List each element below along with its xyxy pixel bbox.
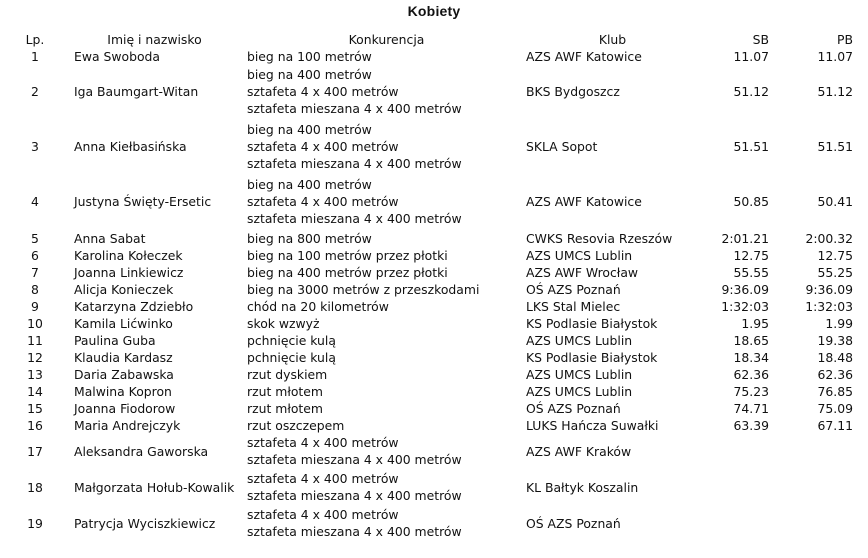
row-club: KL Bałtyk Koszalin: [526, 479, 639, 495]
row-club: LUKS Hańcza Suwałki: [526, 418, 659, 433]
event-line: sztafeta 4 x 400 metrów: [247, 435, 399, 450]
row-pb: 55.25: [817, 265, 853, 280]
row-pb: 67.11: [817, 418, 853, 433]
row-pb: 62.36: [817, 367, 853, 382]
table-row: [8, 315, 853, 332]
row-pb: 76.85: [817, 384, 853, 399]
row-events: [247, 175, 526, 230]
row-pb: 1:32:03: [805, 299, 853, 314]
row-sb: 12.75: [733, 248, 769, 263]
table-row: [8, 65, 853, 120]
row-club: AZS AWF Katowice: [526, 194, 642, 209]
event-line: sztafeta 4 x 400 metrów: [247, 194, 399, 209]
row-lp: 16: [27, 418, 43, 433]
row-pb: 12.75: [817, 248, 853, 263]
row-sb: 63.39: [733, 418, 769, 433]
row-club: AZS AWF Kraków: [526, 443, 632, 459]
table-row: [8, 400, 853, 417]
row-sb: [699, 470, 769, 506]
row-events: [247, 506, 526, 542]
row-name: Małgorzata Hołub-Kowalik: [74, 479, 235, 495]
row-events: [247, 48, 526, 65]
table-row: [8, 470, 853, 506]
row-lp: 2: [31, 84, 39, 99]
row-club: KS Podlasie Białystok: [526, 350, 658, 365]
row-club: OŚ AZS Poznań: [526, 282, 621, 297]
event-line: sztafeta mieszana 4 x 400 metrów: [247, 156, 462, 171]
row-sb: 18.34: [733, 350, 769, 365]
header-name: Imię i nazwisko: [107, 32, 202, 47]
event-line: skok wzwyż: [247, 316, 320, 331]
row-lp: 8: [31, 282, 39, 297]
event-line: bieg na 100 metrów przez płotki: [247, 248, 448, 263]
row-sb: 75.23: [733, 384, 769, 399]
row-club: OŚ AZS Poznań: [526, 401, 621, 416]
row-sb: 55.55: [733, 265, 769, 280]
row-lp: 6: [31, 248, 39, 263]
row-lp: 7: [31, 265, 39, 280]
row-events: [247, 400, 526, 417]
row-lp: 9: [31, 299, 39, 314]
row-sb: 50.85: [733, 194, 769, 209]
row-name: Iga Baumgart-Witan: [74, 84, 199, 99]
event-line: bieg na 100 metrów: [247, 49, 372, 64]
table-row: [8, 434, 853, 470]
row-sb: 1.95: [741, 316, 769, 331]
table-row: [8, 230, 853, 247]
row-name: Anna Kiełbasińska: [74, 139, 187, 154]
header-club: Klub: [598, 32, 627, 47]
row-pb: 19.38: [817, 333, 853, 348]
row-name: Daria Zabawska: [74, 367, 174, 382]
row-sb: 1:32:03: [721, 299, 769, 314]
row-events: [247, 470, 526, 506]
row-name: Ewa Swoboda: [74, 49, 160, 64]
table-row: [8, 417, 853, 434]
row-name: Patrycja Wyciszkiewicz: [74, 515, 216, 531]
row-name: Aleksandra Gaworska: [74, 443, 209, 459]
event-line: rzut młotem: [247, 401, 323, 416]
row-club: SKLA Sopot: [526, 139, 598, 154]
header-lp: Lp.: [25, 32, 45, 47]
row-name: Paulina Guba: [74, 333, 156, 348]
event-line: pchnięcie kulą: [247, 333, 336, 348]
row-name: Karolina Kołeczek: [74, 248, 183, 263]
row-pb: 11.07: [817, 49, 853, 64]
row-club: OŚ AZS Poznań: [526, 515, 621, 531]
row-pb: [769, 470, 853, 506]
table-row: [8, 247, 853, 264]
table-body: [8, 48, 853, 542]
event-line: sztafeta 4 x 400 metrów: [247, 471, 399, 486]
row-lp: 11: [27, 333, 43, 348]
event-line: sztafeta 4 x 400 metrów: [247, 84, 399, 99]
row-club: AZS UMCS Lublin: [526, 333, 633, 348]
table-header-row: [8, 31, 853, 48]
header-pb: PB: [837, 32, 853, 47]
row-club: AZS AWF Wrocław: [526, 265, 639, 280]
event-line: sztafeta mieszana 4 x 400 metrów: [247, 101, 462, 116]
row-club: BKS Bydgoszcz: [526, 84, 620, 99]
row-pb: 51.51: [817, 139, 853, 154]
row-name: Katarzyna Zdziebło: [74, 299, 194, 314]
row-name: Joanna Fiodorow: [74, 401, 176, 416]
row-name: Klaudia Kardasz: [74, 350, 173, 365]
row-pb: [769, 434, 853, 470]
table-row: [8, 281, 853, 298]
row-lp: 10: [27, 316, 43, 331]
row-lp: 19: [27, 515, 43, 531]
row-sb: [699, 506, 769, 542]
event-line: sztafeta 4 x 400 metrów: [247, 507, 399, 522]
table-row: [8, 366, 853, 383]
row-sb: 51.12: [733, 84, 769, 99]
event-line: sztafeta 4 x 400 metrów: [247, 139, 399, 154]
row-name: Maria Andrejczyk: [74, 418, 181, 433]
row-club: AZS UMCS Lublin: [526, 367, 633, 382]
row-club: AZS UMCS Lublin: [526, 384, 633, 399]
row-lp: 4: [31, 194, 39, 209]
table-row: [8, 349, 853, 366]
row-name: Malwina Kopron: [74, 384, 172, 399]
row-events: [247, 315, 526, 332]
event-line: rzut oszczepem: [247, 418, 345, 433]
row-events: [247, 120, 526, 175]
table-row: [8, 332, 853, 349]
row-events: [247, 65, 526, 120]
row-name: Justyna Święty-Ersetic: [74, 194, 212, 209]
event-line: rzut dyskiem: [247, 367, 328, 382]
row-sb: 2:01.21: [721, 231, 769, 246]
row-sb: 62.36: [733, 367, 769, 382]
row-sb: [699, 434, 769, 470]
table-row: [8, 298, 853, 315]
row-lp: 5: [31, 231, 39, 246]
row-name: Alicja Konieczek: [74, 282, 174, 297]
row-lp: 14: [27, 384, 43, 399]
row-name: Joanna Linkiewicz: [74, 265, 184, 280]
row-events: [247, 417, 526, 434]
row-sb: 51.51: [733, 139, 769, 154]
table-row: [8, 383, 853, 400]
row-pb: [769, 506, 853, 542]
table-row: [8, 120, 853, 175]
row-sb: 11.07: [733, 49, 769, 64]
row-pb: 2:00.32: [805, 231, 853, 246]
row-events: [247, 434, 526, 470]
row-events: [247, 332, 526, 349]
row-sb: 18.65: [733, 333, 769, 348]
event-line: bieg na 800 metrów: [247, 231, 372, 246]
event-line: rzut młotem: [247, 384, 323, 399]
row-club: AZS UMCS Lublin: [526, 248, 633, 263]
row-events: [247, 264, 526, 281]
row-events: [247, 247, 526, 264]
table-row: [8, 175, 853, 230]
event-line: bieg na 400 metrów: [247, 67, 372, 82]
event-line: sztafeta mieszana 4 x 400 metrów: [247, 452, 462, 467]
row-club: AZS AWF Katowice: [526, 49, 642, 64]
row-events: [247, 366, 526, 383]
page-title: Kobiety: [407, 3, 461, 19]
header-event: Konkurencja: [348, 32, 425, 47]
row-lp: 18: [27, 479, 43, 495]
event-line: pchnięcie kulą: [247, 350, 336, 365]
event-line: bieg na 400 metrów: [247, 177, 372, 192]
athletes-table: [8, 31, 853, 542]
row-sb: 74.71: [733, 401, 769, 416]
event-line: sztafeta mieszana 4 x 400 metrów: [247, 211, 462, 226]
row-events: [247, 298, 526, 315]
header-sb: SB: [752, 32, 769, 47]
event-line: bieg na 400 metrów: [247, 122, 372, 137]
row-name: Kamila Lićwinko: [74, 316, 173, 331]
row-lp: 13: [27, 367, 43, 382]
event-line: sztafeta mieszana 4 x 400 metrów: [247, 488, 462, 503]
table-row: [8, 506, 853, 542]
row-events: [247, 349, 526, 366]
table-row: [8, 264, 853, 281]
row-lp: 15: [27, 401, 43, 416]
row-lp: 1: [31, 49, 39, 64]
event-line: sztafeta mieszana 4 x 400 metrów: [247, 524, 462, 539]
row-club: KS Podlasie Białystok: [526, 316, 658, 331]
row-pb: 9:36.09: [805, 282, 853, 297]
row-lp: 12: [27, 350, 43, 365]
table-row: [8, 48, 853, 65]
row-lp: 3: [31, 139, 39, 154]
row-club: CWKS Resovia Rzeszów: [526, 231, 673, 246]
row-pb: 50.41: [817, 194, 853, 209]
row-pb: 1.99: [825, 316, 853, 331]
event-line: bieg na 400 metrów przez płotki: [247, 265, 448, 280]
row-sb: 9:36.09: [721, 282, 769, 297]
row-pb: 51.12: [817, 84, 853, 99]
row-club: LKS Stal Mielec: [526, 299, 621, 314]
event-line: chód na 20 kilometrów: [247, 299, 389, 314]
row-events: [247, 281, 526, 298]
row-events: [247, 230, 526, 247]
row-pb: 18.48: [817, 350, 853, 365]
row-lp: 17: [27, 443, 43, 459]
row-pb: 75.09: [817, 401, 853, 416]
row-events: [247, 383, 526, 400]
row-name: Anna Sabat: [74, 231, 146, 246]
event-line: bieg na 3000 metrów z przeszkodami: [247, 282, 480, 297]
